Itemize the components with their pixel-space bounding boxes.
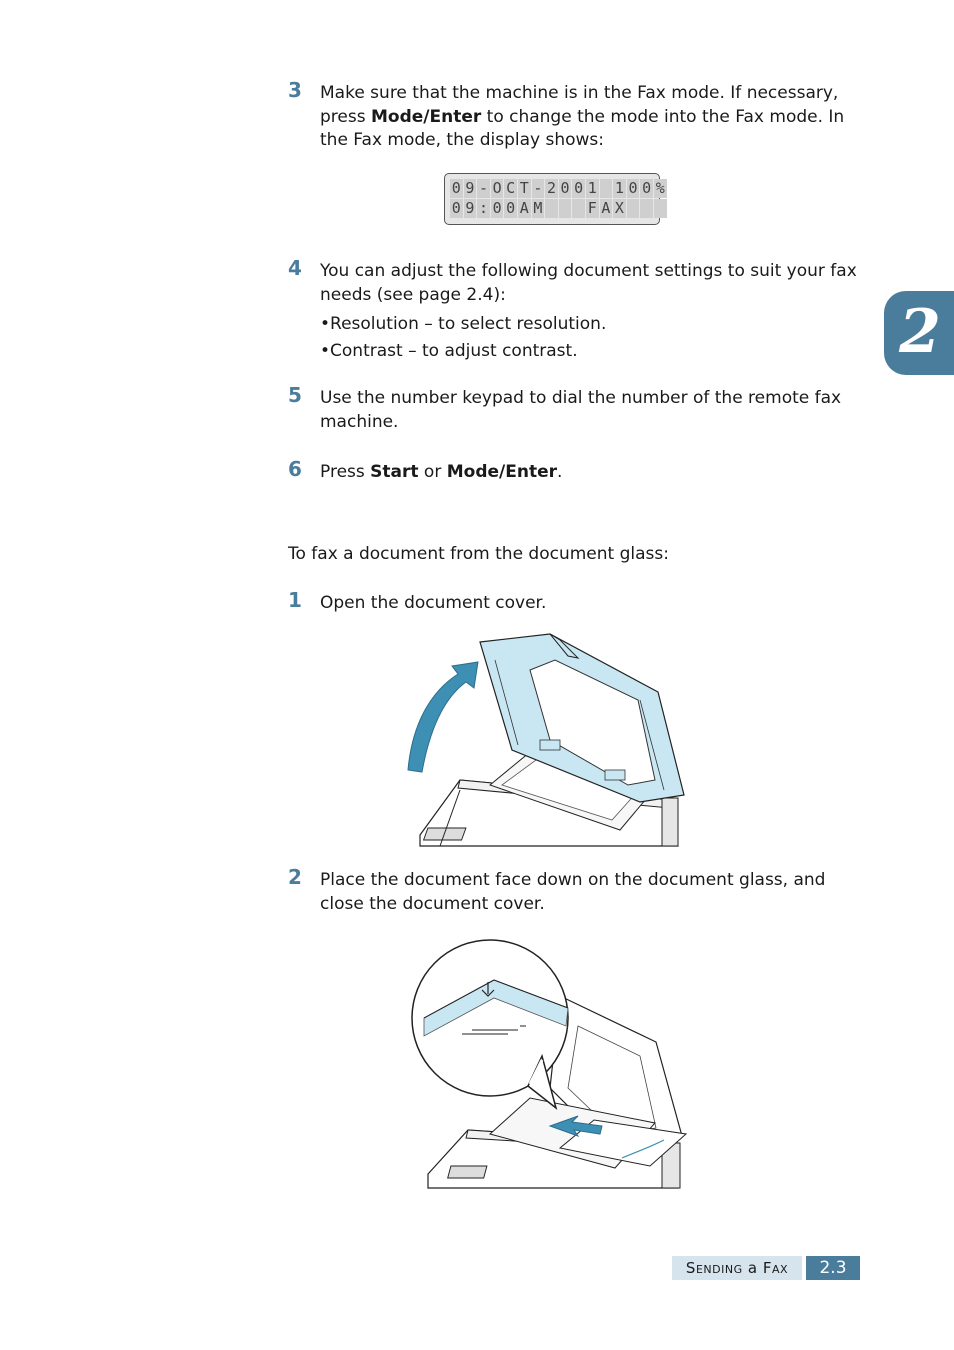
lcd-cell: - <box>533 179 543 197</box>
lcd-cell <box>627 199 640 218</box>
bullet-resolution: •Resolution – to select resolution. <box>320 314 607 334</box>
step-text: Use the number keypad to dial the number of the remote fax machine. <box>320 388 842 432</box>
start-key: Start <box>370 462 419 482</box>
step-3 <box>288 78 858 153</box>
lcd-cell: 1 <box>614 179 624 197</box>
open-cover-illustration <box>400 630 685 848</box>
step-6 <box>288 457 858 485</box>
lcd-cell: 0 <box>451 199 461 217</box>
chapter-number: 2 <box>899 297 941 367</box>
step-4 <box>288 256 858 363</box>
lcd-cell: 1 <box>587 179 597 197</box>
step-number: 5 <box>288 383 302 407</box>
footer-section-text: SENDING a FAX <box>685 1259 789 1277</box>
lcd-cell: F <box>587 199 597 217</box>
lcd-cell: T <box>519 179 529 197</box>
glass-step-2 <box>288 865 858 916</box>
step-text: Open the document cover. <box>320 593 547 613</box>
footer-section-label <box>672 1256 802 1280</box>
lcd-cell: M <box>533 199 543 217</box>
lcd-cell: 0 <box>560 179 570 197</box>
place-document-illustration <box>410 938 690 1190</box>
lcd-cell: A <box>601 199 611 217</box>
lcd-cell <box>600 179 613 198</box>
step-number: 6 <box>288 457 302 481</box>
lcd-cell: 0 <box>574 179 584 197</box>
lcd-cell: X <box>614 199 624 217</box>
lcd-cell: 9 <box>465 179 475 197</box>
step-number: 4 <box>288 256 302 280</box>
step-5 <box>288 383 858 434</box>
mode-enter-key: Mode/Enter <box>370 106 482 127</box>
lcd-cell <box>545 199 558 218</box>
lcd-cell: 9 <box>465 199 475 217</box>
chapter-tab <box>884 291 954 375</box>
step-number: 3 <box>288 78 302 102</box>
step-number: 1 <box>288 588 302 612</box>
step-text: Press Start or Mode/Enter. <box>320 462 563 482</box>
step-text: You can adjust the following document settings to suit your fax needs (see page 2.4): <box>320 261 857 305</box>
lcd-character-grid <box>450 179 667 218</box>
lcd-cell: % <box>655 179 665 197</box>
lcd-cell: 2 <box>546 179 556 197</box>
lcd-cell: O <box>492 179 502 197</box>
mode-enter-key: Mode/Enter <box>446 462 557 482</box>
lift-arrow-icon <box>408 662 478 772</box>
step-number: 2 <box>288 865 302 889</box>
footer-page-number: 2.3 <box>806 1256 860 1280</box>
lcd-cell <box>654 199 667 218</box>
lcd-cell <box>640 199 653 218</box>
lcd-cell: 0 <box>628 179 638 197</box>
lcd-cell <box>572 199 585 218</box>
lcd-cell: : <box>478 199 488 217</box>
lcd-cell: A <box>519 199 529 217</box>
lcd-cell: 0 <box>451 179 461 197</box>
glass-intro: To fax a document from the document glass: <box>288 544 669 564</box>
lcd-cell: - <box>478 179 488 197</box>
lcd-cell: C <box>506 179 516 197</box>
lcd-cell: 0 <box>642 179 652 197</box>
lcd-cell: 0 <box>506 199 516 217</box>
step-text: Make sure that the machine is in the Fax mode. If necessary, press Mode/Enter to change the mode into the Fax mode. In the Fax mode, the display shows: <box>320 83 845 150</box>
glass-step-1 <box>288 588 858 616</box>
lcd-display <box>444 173 665 225</box>
bullet-contrast: •Contrast – to adjust contrast. <box>320 341 578 361</box>
lcd-cell <box>559 199 572 218</box>
lcd-cell: 0 <box>492 199 502 217</box>
step-text: Place the document face down on the document glass, and close the document cover. <box>320 870 826 914</box>
